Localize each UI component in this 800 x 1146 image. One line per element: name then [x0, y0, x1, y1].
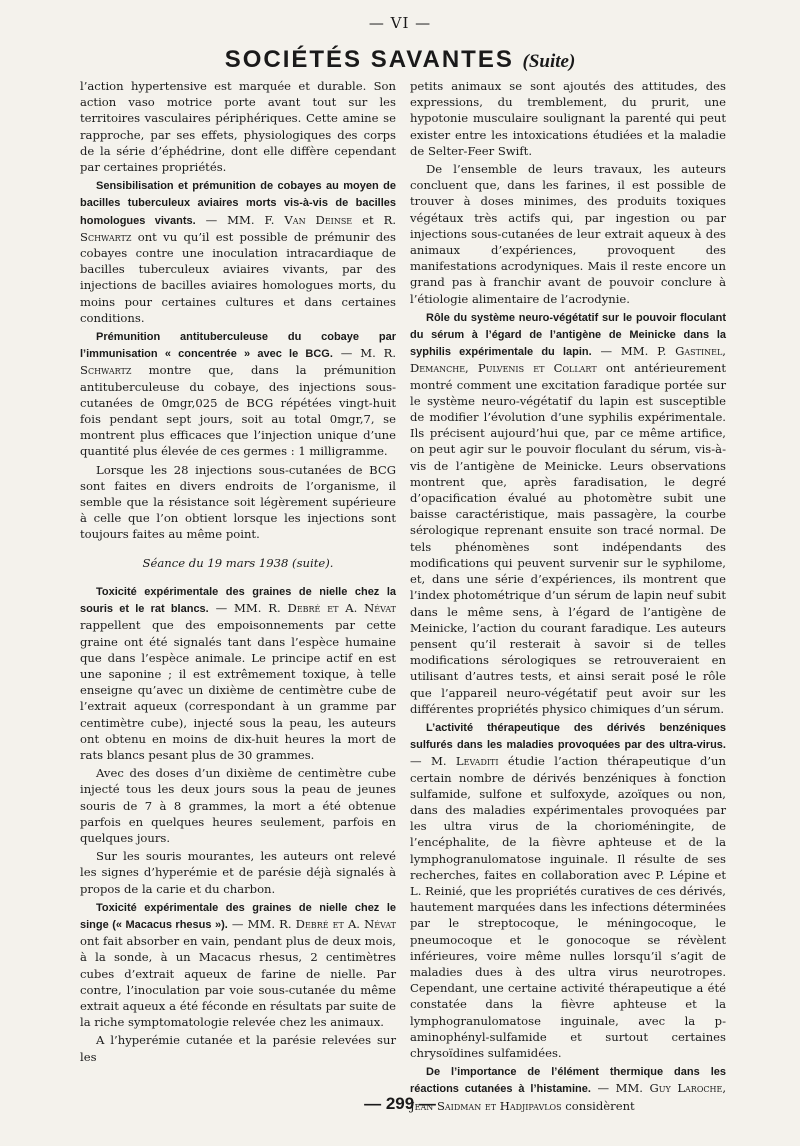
authors: — MM. R. Debré et A. Névat [231, 916, 396, 931]
authors: — M. R. Schwartz [80, 346, 396, 378]
running-head [0, 46, 800, 74]
authors: — M. Levaditi [410, 754, 499, 769]
conjunction: et [362, 212, 374, 227]
authors: — MM. F. Van Deinse [205, 212, 353, 227]
authors: — MM. R. Debré et A. Névat [215, 601, 397, 616]
left-column [80, 78, 396, 1067]
paragraph: l’action hypertensive est marquée et durable. Son action vaso motrice porte avant tout sur les territoires vasculaires périphériques. Cette amine se rapproche, par ses effets, physiologiques des corps de la série d’éphédrine, dont elle diffère cependant par certaines propriétés. [80, 79, 396, 175]
paragraph: Avec des doses d’un dixième de centimètre cube injecté tous les deux jours sous la peau de jeunes souris de 7 à 8 grammes, la mort a été obtenue parfois en quelques heures seulement, parfois en quelques jours. [80, 766, 396, 845]
paragraph [80, 177, 396, 326]
page-number: — 299 — [364, 1094, 436, 1113]
authors: — MM. P. Gastinel, Demanche, Pulvenis et Collart [410, 344, 726, 376]
article-heading: Toxicité expérimentale des graines de nielle chez le singe (« Macacus rhesus »). [80, 901, 396, 931]
article-heading: De l’importance de l’élément thermique dans les réactions cutanées à l’histamine. [410, 1066, 726, 1096]
paragraph [80, 328, 396, 460]
article-text: ont fait absorber en vain, pendant plus de deux mois, à la sonde, à un Macacus rhesus, 2 centimètres cubes d’extrait aqueux de farine de nielle. Par contre, l’inoculation par voie sous-cutanée du même extrait aqueux a été féconde en résultats par suite de la riche symptomatologie relevée chez les animaux. [80, 934, 396, 1030]
paragraph: Sur les souris mourantes, les auteurs ont relevé les signes d’hyperémie et de parésie déjà signalés à propos de la carie et du charbon. [80, 849, 396, 896]
article-text: montre que, dans la prémunition antituberculeuse du cobaye, des injections sous-cutanées de 0mgr,025 de BCG répétées vingt-huit fois pendant sept jours, soit au total 0mgr,7, se montrent plus efficaces que l’injection unique d’une quantité plus élevée de ces germes : 1 milligramme. [80, 363, 396, 459]
article-heading: L’activité thérapeutique des dérivés benzéniques sulfurés dans les maladies provoquées par des ultra-virus. [410, 721, 726, 752]
paragraph [410, 309, 726, 717]
running-head-suite: (Suite) [522, 51, 576, 72]
article-text: ont vu qu’il est possible de prémunir des cobayes contre une inoculation intracardiaque de bacilles tuberculeux aviaires vivants, par des injections de bacilles aviaires homologues morts, du moins pour certaines cultures et dans certaines conditions. [80, 229, 396, 325]
article-text: considèrent [565, 1098, 635, 1113]
article-heading: Toxicité expérimentale des graines de nielle chez la souris et le rat blancs. [80, 585, 396, 616]
paragraph [410, 719, 726, 1061]
authors: — MM. Guy Laroche, Jean Saidman et Hadjipavlos [410, 1081, 727, 1113]
article-heading: Rôle du système neuro-végétatif sur le pouvoir floculant du sérum à l’égard de l’antigène de Meinicke dans la syphilis expérimentale du lapin. [410, 311, 726, 359]
paragraph: petits animaux se sont ajoutés des attitudes, des expressions, du tremblement, du prurit, une hypotonie musculaire soulignant la parenté qui peut exister entre les intoxications étudiées et la maladie de Selter-Feer Swift. [410, 79, 726, 158]
right-column [410, 78, 726, 1116]
authors: R. Schwartz [80, 212, 397, 244]
article-heading: Sensibilisation et prémunition de cobayes au moyen de bacilles tuberculeux aviaires morts vis-à-vis de bacilles homologues vivants. [80, 180, 396, 227]
running-head-title: SOCIÉTÉS SAVANTES [224, 46, 514, 73]
paragraph [80, 583, 396, 763]
article-text: rappellent que des empoisonnements par cette graine ont été signalés tant dans l’espèce humaine que dans l’espèce animale. Le principe actif en est une saponine ; il est extrêmement toxique, à telle enseigne qu’avec un dixième de centimètre cube de l’extrait aqueux (correspondant à un gramme par centimètre cube), injecté sous la peau, les auteurs ont obtenu en moins de dix-huit heures la mort de rats blancs pesant plus de 30 grammes. [80, 618, 396, 762]
session-heading: Séance du 19 mars 1938 (suite). [142, 555, 334, 570]
paragraph: De l’ensemble de leurs travaux, les auteurs concluent que, dans les farines, il est possible de trouver à doses minimes, des produits toxiques végétaux très actifs qui, par ingestion ou par injections sous-cutanées de leur extrait aqueux à des animaux d’expériences, provoquent des manifestations acrodyniques. Mais il reste encore un grand pas à franchir avant de pouvoir conclure à l’étiologie alimentaire de l’acrodynie. [410, 162, 726, 306]
article-text: ont antérieurement montré comment une excitation faradique portée sur le système neuro-végétatif du lapin est susceptible de modifier l’évolution d’une syphilis expérimentale. Ils précisent aujourd’hui que, par ce même artifice, on peut agir sur le pouvoir floculant du sérum, vis-à-vis de l’antigène de Meinicke. Leurs observations montrent que, après faradisation, le degré d’opacification évalué au photomètre subit une baisse caractéristique, mais passagère, la courbe sérologique reprenant ensuite son tracé normal. De tels phénomènes sont indépendants des modifications qui peuvent survenir sur le syphilome, et, dans une série d’expériences, ils montrent que l’index photométrique d’un sérum de lapin neuf subit dans le même sens, à l’égard de l’antigène de Meinicke, l’action du courant faradique. Les auteurs pensent qu’il resterait à savoir si de telles modifications sérologiques se retrouveraient en utilisant d’autres tests, et ainsi serait posé le rôle que l’appareil neuro-végétatif peut avoir sur les différentes propriétés physico chimiques d’un sérum. [410, 361, 726, 716]
paragraph: A l’hyperémie cutanée et la parésie relevées sur les [80, 1033, 396, 1064]
page-number-roman: — VI — [368, 14, 432, 32]
article-heading: Prémunition antituberculeuse du cobaye par l’immunisation « concentrée » avec le BCG. [80, 331, 396, 361]
article-text: étudie l’action thérapeutique d’un certain nombre de dérivés benzéniques à fonction sulfamide, sulfone et sulfoxyde, azoïques ou non, dans des maladies expérimentales provoquées par les ultra virus de la chorioméningite, de l’encéphalite, de la fièvre aphteuse et de la lymphogranulomatose inguinale. Il résulte de ses recherches, faites en collaboration avec P. Lépine et L. Reinié, que les propriétés curatives de ces dérivés, hautement marquées dans les infections déterminées par le streptocoque, le méningocoque, le pneumocoque et le gonocoque se révèlent inférieures, voire même nulles lorsqu’il s’agit de maladies dues à des ultra virus neurotropes. Cependant, une certaine activité thérapeutique a été constatée dans la fièvre aphteuse et la lymphogranulomatose inguinale, avec la p-aminophényl-sulfamide et surtout certaines chrysoïdines sulfamidées. [410, 754, 726, 1060]
paragraph: Lorsque les 28 injections sous-cutanées de BCG sont faites en divers endroits de l’organisme, il semble que la résistance soit légèrement supérieure à celle que l’on obtient lorsque les injections sont toujours faites au même point. [80, 462, 396, 542]
paragraph [80, 899, 396, 1031]
